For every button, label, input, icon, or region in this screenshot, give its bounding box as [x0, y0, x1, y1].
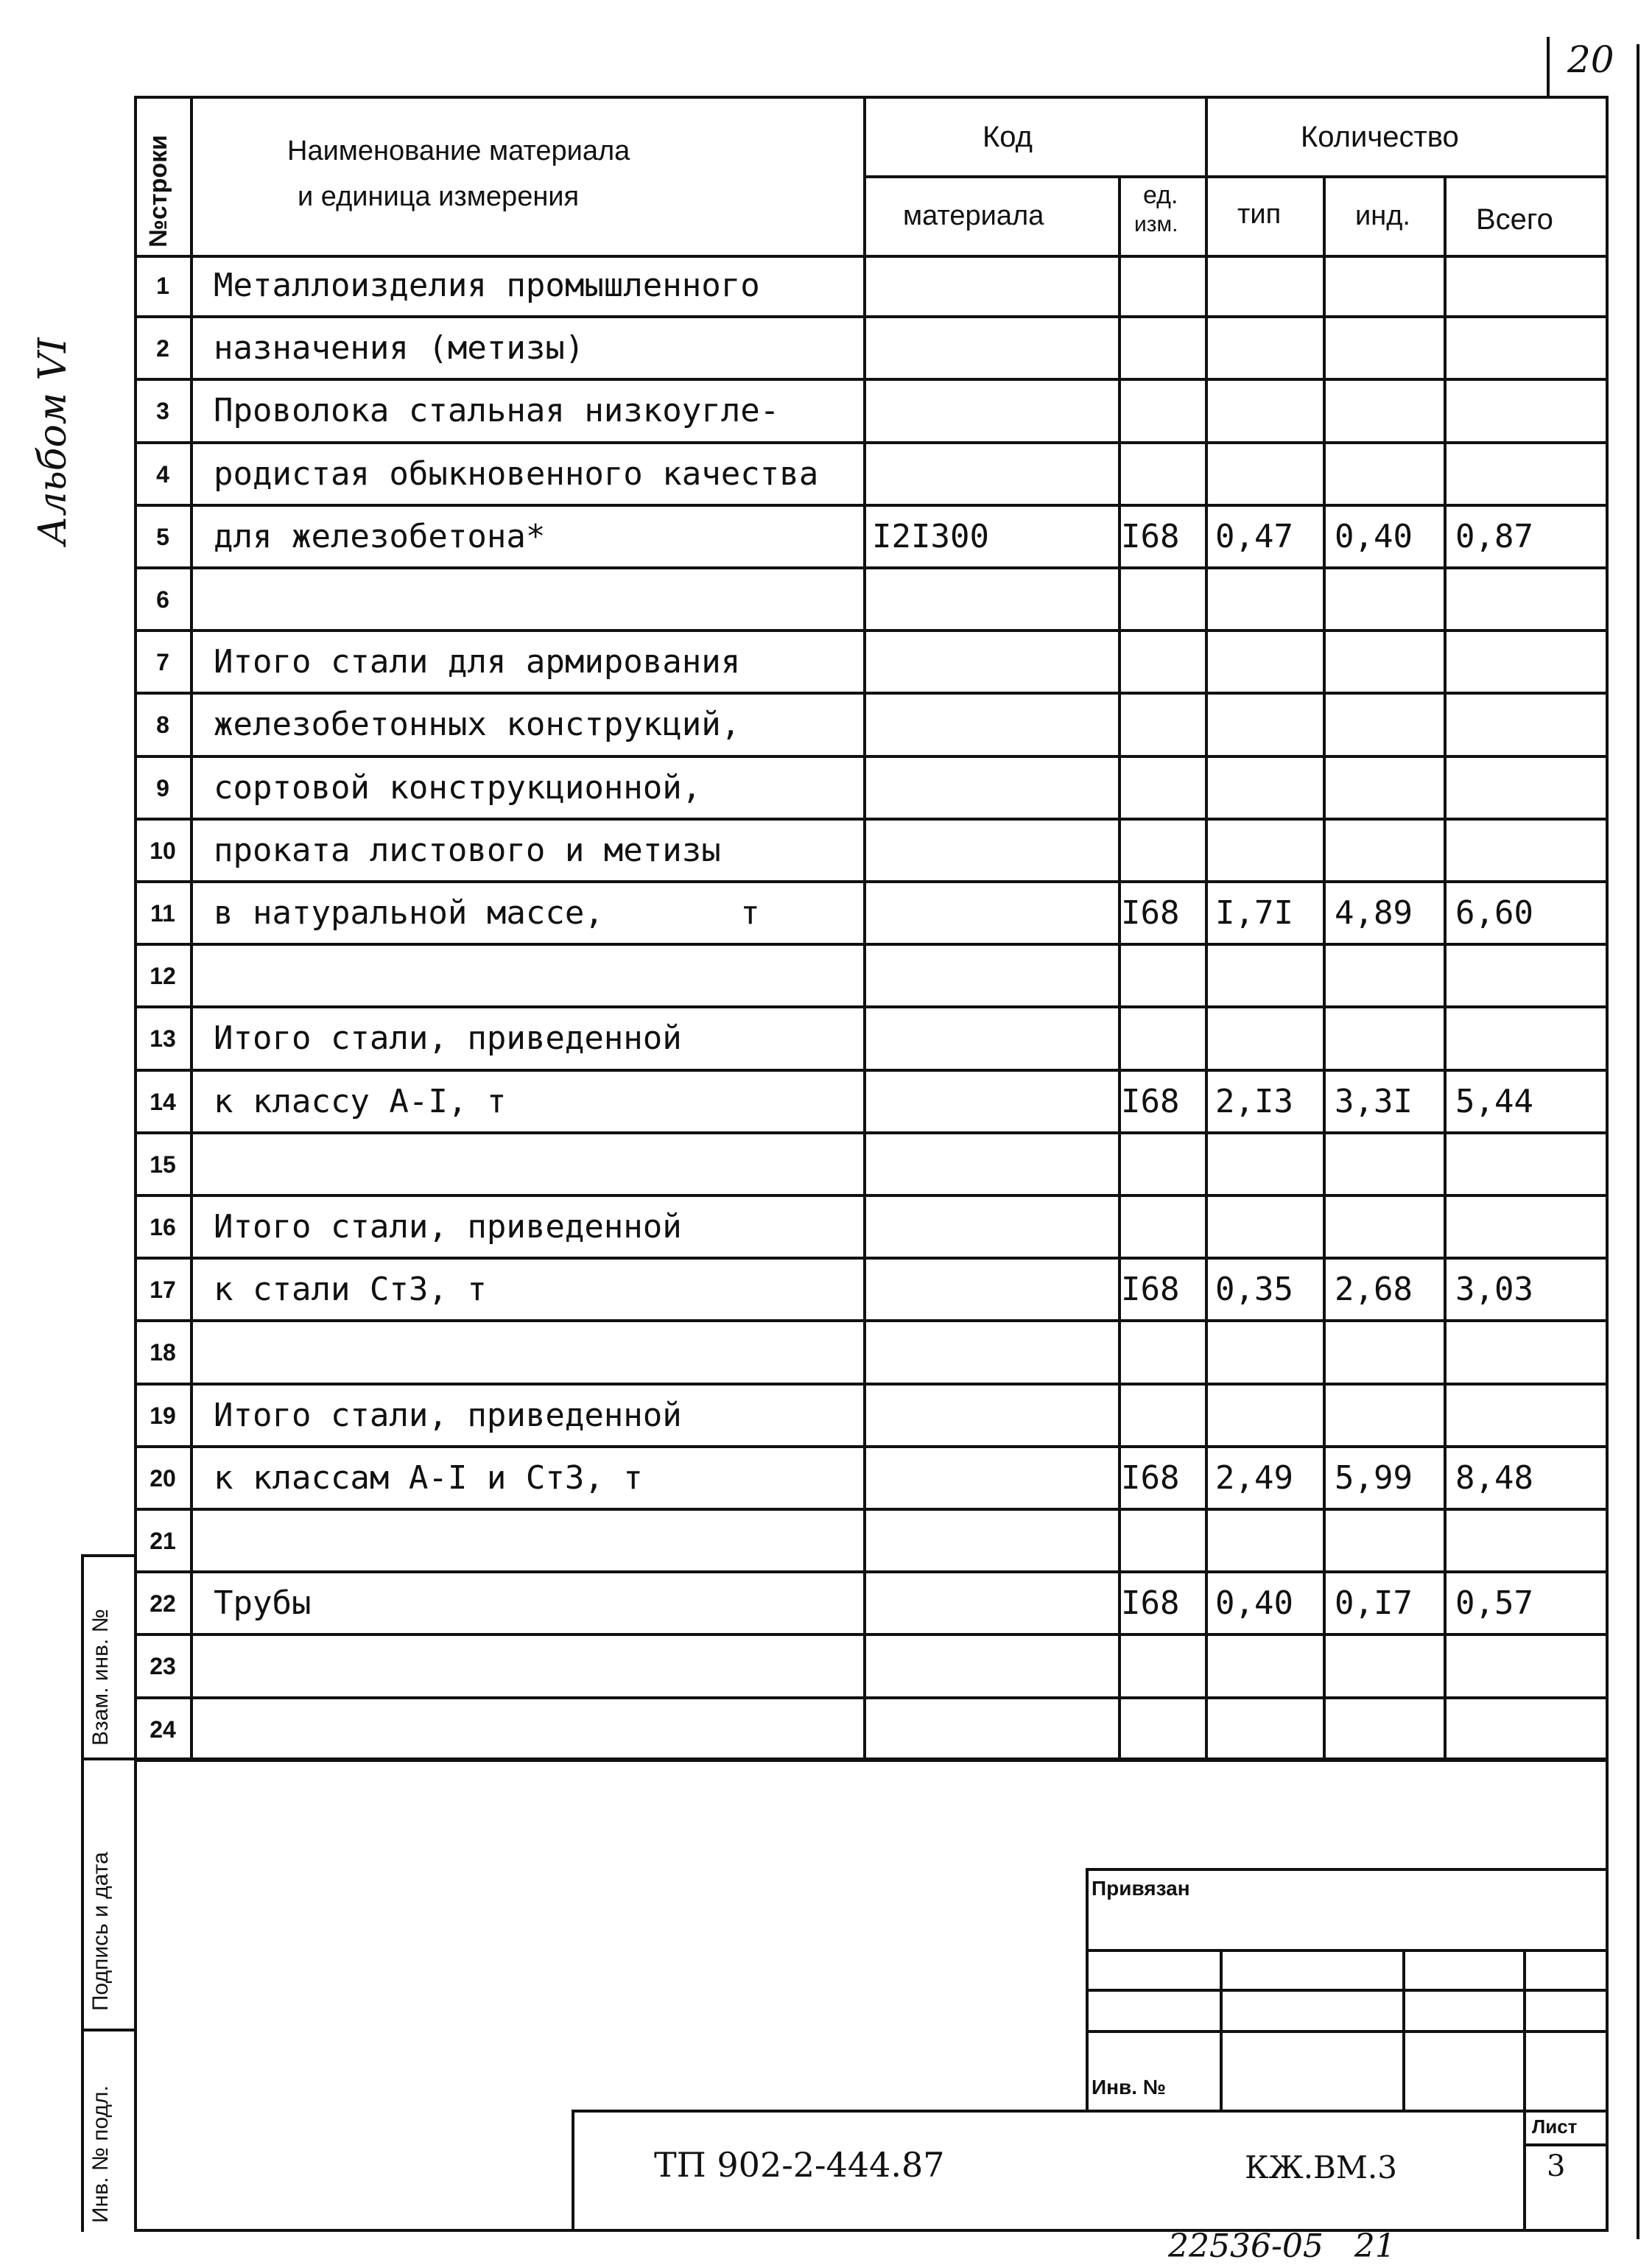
row-divider — [134, 818, 1607, 821]
cell-name: к классам А-I и Ст3, т — [214, 1459, 643, 1497]
row-number: 22 — [150, 1590, 176, 1617]
col-divider-unit-typ — [1205, 96, 1208, 1760]
stamp-title-left — [572, 2110, 574, 2232]
cell-ind: 0,40 — [1335, 518, 1413, 555]
col-divider-typ-ind — [1323, 175, 1326, 1760]
stamp-sheet-value: 3 — [1547, 2149, 1566, 2183]
row-divider — [134, 880, 1607, 883]
header-ind: инд. — [1355, 200, 1410, 231]
side-label-inv-podl: Инв. № подл. — [88, 2085, 113, 2223]
cell-total: 0,87 — [1455, 518, 1533, 555]
header-total: Всего — [1476, 203, 1553, 236]
cell-unit: I68 — [1121, 1083, 1180, 1120]
cell-total: 3,03 — [1455, 1271, 1533, 1308]
header-name-line2: и единица измерения — [298, 181, 580, 212]
cell-name: для железобетона* — [214, 518, 546, 555]
cell-unit: I68 — [1121, 1459, 1180, 1497]
cell-unit: I68 — [1121, 1584, 1180, 1622]
cell-name: Итого стали, приведенной — [214, 1208, 682, 1246]
row-divider — [134, 1069, 1607, 1072]
stamp-doc-code: ТП 902-2-444.87 — [654, 2145, 945, 2185]
row-divider — [134, 692, 1607, 695]
row-number: 21 — [150, 1528, 176, 1554]
cell-ind: 5,99 — [1335, 1459, 1413, 1497]
row-divider — [134, 1319, 1607, 1322]
row-number: 19 — [150, 1402, 176, 1429]
row-divider — [134, 1131, 1607, 1134]
page-number: 20 — [1567, 38, 1614, 81]
header-material: материала — [903, 200, 1044, 231]
row-divider — [134, 441, 1607, 444]
row-divider — [134, 1383, 1607, 1386]
header-unit-line2: изм. — [1134, 212, 1178, 236]
row-number: 4 — [156, 461, 169, 488]
side-strip-div2 — [81, 2029, 137, 2032]
stamp-sheet-divider — [1523, 2143, 1607, 2146]
row-divider — [134, 1570, 1607, 1573]
stamp-sheet-label: Лист — [1532, 2115, 1578, 2138]
row-divider — [134, 1508, 1607, 1511]
stamp-privyazan-col2 — [1402, 1949, 1405, 2111]
row-divider — [134, 315, 1607, 318]
row-divider — [134, 1257, 1607, 1260]
row-number: 5 — [156, 524, 169, 550]
stamp-privyazan-label: Привязан — [1092, 1877, 1190, 1900]
cell-total: 8,48 — [1455, 1459, 1533, 1497]
cell-total: 5,44 — [1455, 1083, 1533, 1120]
row-divider — [134, 504, 1607, 507]
cell-name: железобетонных конструкций, — [214, 706, 741, 743]
row-number: 2 — [156, 335, 169, 362]
cell-unit: I68 — [1121, 518, 1180, 555]
row-divider — [134, 943, 1607, 946]
row-number: 13 — [150, 1025, 176, 1052]
cell-code: I2I300 — [872, 518, 989, 555]
header-subline — [863, 175, 1607, 178]
cell-typ: 0,47 — [1215, 518, 1293, 555]
row-number: 16 — [150, 1214, 176, 1240]
cell-total: 6,60 — [1455, 894, 1533, 932]
cell-name: к стали Ст3, т — [214, 1271, 487, 1308]
stamp-inv-label: Инв. № — [1092, 2076, 1167, 2099]
row-number: 15 — [150, 1151, 176, 1178]
cell-name: Итого стали, приведенной — [214, 1019, 682, 1057]
stamp-privyazan-col1 — [1220, 1949, 1223, 2111]
cell-unit: I68 — [1121, 1271, 1180, 1308]
row-divider — [134, 1005, 1607, 1008]
frame-top — [134, 96, 1607, 99]
row-divider — [134, 566, 1607, 569]
row-divider — [134, 1696, 1607, 1699]
row-number: 12 — [150, 963, 176, 989]
cell-unit: I68 — [1121, 894, 1180, 932]
side-label-vzam: Взам. инв. № — [88, 1609, 113, 1746]
stamp-privyazan-col3 — [1523, 1949, 1526, 2229]
cell-typ: 2,I3 — [1215, 1083, 1293, 1120]
stamp-privyazan-line1 — [1086, 1949, 1607, 1952]
row-number: 24 — [150, 1716, 176, 1743]
cell-name: в натуральной массе, т — [214, 894, 760, 932]
row-number: 6 — [156, 586, 169, 613]
header-bottom — [134, 255, 1607, 258]
header-code-group: Код — [983, 121, 1033, 153]
footer-number: 22536-05 21 — [1168, 2227, 1396, 2265]
cell-name: проката листового и метизы — [214, 832, 721, 869]
cell-ind: 3,3I — [1335, 1083, 1413, 1120]
stamp-title-top — [572, 2110, 1607, 2113]
row-number: 10 — [150, 837, 176, 864]
margin-note: Альбом VI — [31, 337, 75, 545]
row-number: 7 — [156, 649, 169, 675]
row-divider — [134, 1445, 1607, 1448]
row-divider — [134, 378, 1607, 381]
cell-name: Трубы — [214, 1584, 312, 1622]
row-number: 9 — [156, 775, 169, 801]
frame-right — [1606, 96, 1609, 2232]
cell-name: Проволока стальная низкоугле- — [214, 392, 780, 429]
cell-name: назначения (метизы) — [214, 329, 585, 367]
header-qty-group: Количество — [1301, 121, 1459, 153]
table-bottom — [134, 1757, 1607, 1760]
row-number: 20 — [150, 1465, 176, 1492]
header-unit-line1: ед. — [1143, 181, 1178, 209]
side-strip-div1 — [81, 1757, 137, 1760]
row-number: 3 — [156, 398, 169, 424]
cell-typ: I,7I — [1215, 894, 1293, 932]
cell-name: Итого стали для армирования — [214, 643, 741, 681]
header-row-number: №строки — [144, 135, 172, 247]
row-divider — [134, 1194, 1607, 1197]
cell-name: к классу А-I, т — [214, 1083, 507, 1120]
row-number: 17 — [150, 1277, 176, 1303]
cell-typ: 2,49 — [1215, 1459, 1293, 1497]
row-divider — [134, 755, 1607, 758]
header-typ: тип — [1237, 199, 1282, 230]
side-strip-left — [81, 1554, 84, 2232]
right-border — [1637, 44, 1639, 2239]
col-divider-ind-total — [1444, 175, 1447, 1760]
col-divider-name-code — [863, 96, 866, 1760]
cell-ind: 0,I7 — [1335, 1584, 1413, 1622]
cell-typ: 0,35 — [1215, 1271, 1293, 1308]
row-number: 1 — [156, 273, 169, 299]
cell-name: Итого стали, приведенной — [214, 1397, 682, 1434]
stamp-privyazan-line3 — [1086, 2030, 1607, 2033]
row-number: 8 — [156, 712, 169, 738]
row-divider — [134, 629, 1607, 632]
side-label-podpis: Подпись и дата — [88, 1852, 113, 2011]
cell-typ: 0,40 — [1215, 1584, 1293, 1622]
cell-name: родистая обыкновенного качества — [214, 455, 819, 493]
row-number: 11 — [150, 900, 175, 927]
cell-total: 0,57 — [1455, 1584, 1533, 1622]
cell-ind: 2,68 — [1335, 1271, 1413, 1308]
row-number: 14 — [150, 1089, 176, 1115]
header-name-line1: Наименование материала — [287, 136, 630, 166]
row-divider — [134, 1633, 1607, 1636]
col-divider-code-unit — [1118, 175, 1121, 1760]
page-number-divider — [1547, 37, 1550, 96]
row-number: 18 — [150, 1339, 176, 1366]
cell-name: сортовой конструкционной, — [214, 769, 702, 807]
cell-name: Металлоизделия промышленного — [214, 267, 760, 304]
stamp-album-code: КЖ.ВМ.3 — [1245, 2149, 1397, 2185]
cell-ind: 4,89 — [1335, 894, 1413, 932]
stamp-privyazan-top — [1086, 1868, 1607, 1871]
row-number: 23 — [150, 1653, 176, 1679]
side-strip-top — [81, 1554, 137, 1557]
stamp-privyazan-line2 — [1086, 1989, 1607, 1992]
